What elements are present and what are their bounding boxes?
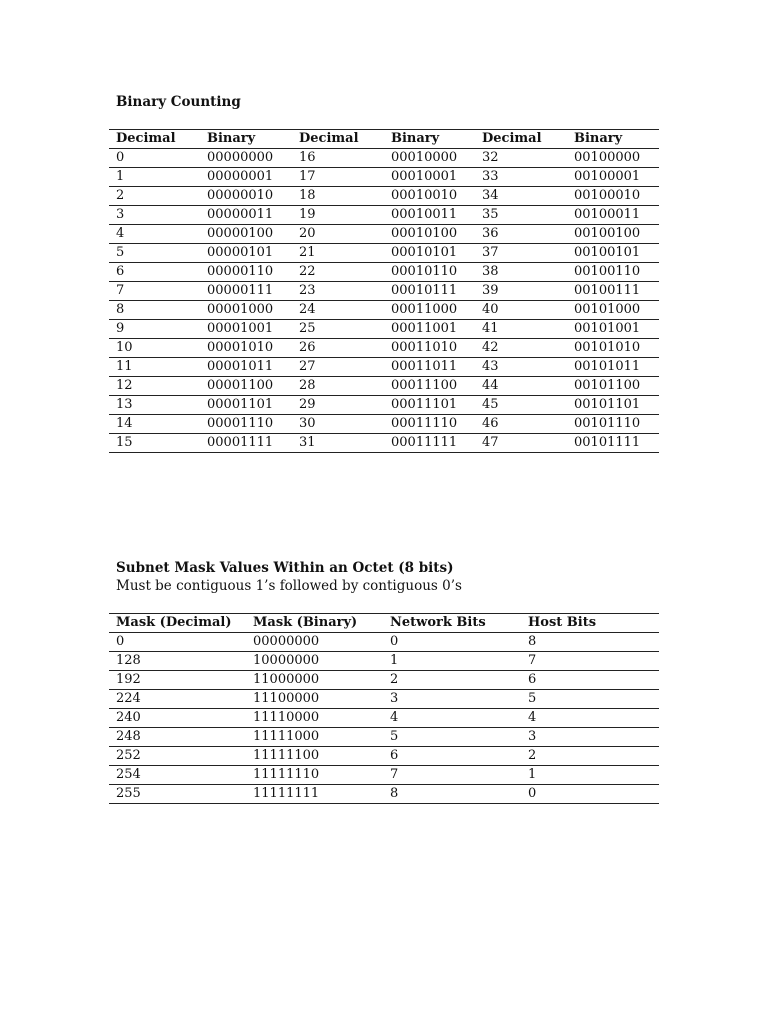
table-cell: 28 [292, 377, 384, 396]
table-cell: 00011110 [384, 415, 475, 434]
subnet-mask-table [109, 613, 659, 804]
table-cell: 00010110 [384, 263, 475, 282]
table-cell: 00011011 [384, 358, 475, 377]
table-cell: 00101100 [567, 377, 659, 396]
mask-table-row [109, 690, 659, 709]
table-cell: 00001000 [200, 301, 292, 320]
table-cell: 11111100 [246, 747, 383, 766]
table-cell: 8 [521, 633, 659, 652]
table-cell: 00001011 [200, 358, 292, 377]
table-cell: 00010011 [384, 206, 475, 225]
table-cell: 12 [109, 377, 200, 396]
binary-counting-title: Binary Counting [116, 94, 241, 110]
mask-table-row [109, 785, 659, 804]
table-cell: 6 [383, 747, 521, 766]
table-cell: 00011001 [384, 320, 475, 339]
binary-table-header-row [109, 130, 659, 149]
column-header: Binary [384, 130, 475, 149]
table-cell: 00000110 [200, 263, 292, 282]
table-cell: 00100001 [567, 168, 659, 187]
table-cell: 3 [383, 690, 521, 709]
table-cell: 10000000 [246, 652, 383, 671]
table-cell: 43 [475, 358, 567, 377]
table-cell: 31 [292, 434, 384, 453]
mask-table-header-row [109, 614, 659, 633]
table-cell: 26 [292, 339, 384, 358]
binary-table-row [109, 149, 659, 168]
column-header: Network Bits [383, 614, 521, 633]
table-cell: 11100000 [246, 690, 383, 709]
table-cell: 00010100 [384, 225, 475, 244]
table-cell: 40 [475, 301, 567, 320]
binary-table-row [109, 358, 659, 377]
table-cell: 00010010 [384, 187, 475, 206]
mask-table-row [109, 747, 659, 766]
table-cell: 29 [292, 396, 384, 415]
table-cell: 00101000 [567, 301, 659, 320]
binary-table-row [109, 225, 659, 244]
table-cell: 5 [383, 728, 521, 747]
table-cell: 36 [475, 225, 567, 244]
table-cell: 00000000 [200, 149, 292, 168]
table-cell: 00000000 [246, 633, 383, 652]
column-header: Decimal [475, 130, 567, 149]
table-cell: 00011000 [384, 301, 475, 320]
table-cell: 11110000 [246, 709, 383, 728]
column-header: Binary [567, 130, 659, 149]
table-cell: 00000010 [200, 187, 292, 206]
binary-table-row [109, 415, 659, 434]
table-cell: 27 [292, 358, 384, 377]
mask-table-row [109, 633, 659, 652]
table-cell: 17 [292, 168, 384, 187]
table-cell: 33 [475, 168, 567, 187]
table-cell: 0 [109, 633, 246, 652]
binary-table-row [109, 263, 659, 282]
table-cell: 5 [521, 690, 659, 709]
table-cell: 00100101 [567, 244, 659, 263]
table-cell: 3 [109, 206, 200, 225]
table-cell: 11000000 [246, 671, 383, 690]
table-cell: 00100010 [567, 187, 659, 206]
table-cell: 00000111 [200, 282, 292, 301]
table-cell: 00001001 [200, 320, 292, 339]
table-cell: 1 [109, 168, 200, 187]
subnet-mask-title: Subnet Mask Values Within an Octet (8 bits) [116, 560, 454, 576]
table-cell: 10 [109, 339, 200, 358]
table-cell: 00011100 [384, 377, 475, 396]
table-cell: 34 [475, 187, 567, 206]
mask-table-row [109, 766, 659, 785]
table-cell: 128 [109, 652, 246, 671]
table-cell: 7 [109, 282, 200, 301]
table-cell: 00101101 [567, 396, 659, 415]
table-cell: 00011010 [384, 339, 475, 358]
table-cell: 39 [475, 282, 567, 301]
column-header: Decimal [292, 130, 384, 149]
table-cell: 6 [521, 671, 659, 690]
table-cell: 11111000 [246, 728, 383, 747]
table-cell: 00001101 [200, 396, 292, 415]
table-cell: 6 [109, 263, 200, 282]
binary-table-row [109, 206, 659, 225]
table-cell: 240 [109, 709, 246, 728]
mask-table-row [109, 652, 659, 671]
table-cell: 4 [383, 709, 521, 728]
table-cell: 9 [109, 320, 200, 339]
table-cell: 46 [475, 415, 567, 434]
table-cell: 32 [475, 149, 567, 168]
binary-table-row [109, 168, 659, 187]
table-cell: 248 [109, 728, 246, 747]
table-cell: 5 [109, 244, 200, 263]
table-cell: 00000011 [200, 206, 292, 225]
mask-table-row [109, 728, 659, 747]
table-cell: 192 [109, 671, 246, 690]
table-cell: 8 [383, 785, 521, 804]
mask-table-body [109, 633, 659, 804]
table-cell: 47 [475, 434, 567, 453]
table-cell: 16 [292, 149, 384, 168]
table-cell: 252 [109, 747, 246, 766]
table-cell: 13 [109, 396, 200, 415]
table-cell: 00010101 [384, 244, 475, 263]
binary-table-body [109, 149, 659, 453]
table-cell: 00100000 [567, 149, 659, 168]
table-cell: 00000001 [200, 168, 292, 187]
table-cell: 7 [521, 652, 659, 671]
column-header: Binary [200, 130, 292, 149]
table-cell: 00100111 [567, 282, 659, 301]
table-cell: 35 [475, 206, 567, 225]
table-cell: 2 [521, 747, 659, 766]
table-cell: 00011101 [384, 396, 475, 415]
table-cell: 00011111 [384, 434, 475, 453]
table-cell: 4 [521, 709, 659, 728]
column-header: Host Bits [521, 614, 659, 633]
table-cell: 30 [292, 415, 384, 434]
table-cell: 0 [521, 785, 659, 804]
table-cell: 00100100 [567, 225, 659, 244]
table-cell: 224 [109, 690, 246, 709]
table-cell: 1 [383, 652, 521, 671]
table-cell: 1 [521, 766, 659, 785]
mask-table-row [109, 709, 659, 728]
table-cell: 45 [475, 396, 567, 415]
table-cell: 00001100 [200, 377, 292, 396]
column-header: Mask (Decimal) [109, 614, 246, 633]
table-cell: 00101011 [567, 358, 659, 377]
binary-table-row [109, 339, 659, 358]
table-cell: 11111111 [246, 785, 383, 804]
mask-table-row [109, 671, 659, 690]
table-cell: 0 [109, 149, 200, 168]
table-cell: 00101110 [567, 415, 659, 434]
binary-table-row [109, 301, 659, 320]
table-cell: 00010000 [384, 149, 475, 168]
table-cell: 11111110 [246, 766, 383, 785]
table-cell: 38 [475, 263, 567, 282]
table-cell: 41 [475, 320, 567, 339]
table-cell: 00010001 [384, 168, 475, 187]
table-cell: 15 [109, 434, 200, 453]
table-cell: 21 [292, 244, 384, 263]
table-cell: 00001111 [200, 434, 292, 453]
table-cell: 00001110 [200, 415, 292, 434]
binary-table-row [109, 377, 659, 396]
column-header: Decimal [109, 130, 200, 149]
table-cell: 00101111 [567, 434, 659, 453]
table-cell: 2 [383, 671, 521, 690]
table-cell: 19 [292, 206, 384, 225]
table-cell: 00000100 [200, 225, 292, 244]
binary-counting-table [109, 129, 659, 453]
table-cell: 255 [109, 785, 246, 804]
table-cell: 14 [109, 415, 200, 434]
binary-table-row [109, 396, 659, 415]
table-cell: 4 [109, 225, 200, 244]
table-cell: 00000101 [200, 244, 292, 263]
table-cell: 8 [109, 301, 200, 320]
binary-table-row [109, 434, 659, 453]
table-cell: 00100011 [567, 206, 659, 225]
table-cell: 00100110 [567, 263, 659, 282]
binary-table-row [109, 244, 659, 263]
binary-table-row [109, 282, 659, 301]
binary-table-row [109, 320, 659, 339]
table-cell: 2 [109, 187, 200, 206]
table-cell: 42 [475, 339, 567, 358]
table-cell: 7 [383, 766, 521, 785]
table-cell: 00101010 [567, 339, 659, 358]
table-cell: 22 [292, 263, 384, 282]
table-cell: 254 [109, 766, 246, 785]
table-cell: 24 [292, 301, 384, 320]
table-cell: 00001010 [200, 339, 292, 358]
table-cell: 00010111 [384, 282, 475, 301]
table-cell: 44 [475, 377, 567, 396]
table-cell: 23 [292, 282, 384, 301]
table-cell: 20 [292, 225, 384, 244]
subnet-mask-subtitle: Must be contiguous 1’s followed by contiguous 0’s [116, 578, 462, 594]
table-cell: 0 [383, 633, 521, 652]
column-header: Mask (Binary) [246, 614, 383, 633]
table-cell: 18 [292, 187, 384, 206]
table-cell: 00101001 [567, 320, 659, 339]
table-cell: 37 [475, 244, 567, 263]
table-cell: 25 [292, 320, 384, 339]
binary-table-row [109, 187, 659, 206]
table-cell: 11 [109, 358, 200, 377]
table-cell: 3 [521, 728, 659, 747]
